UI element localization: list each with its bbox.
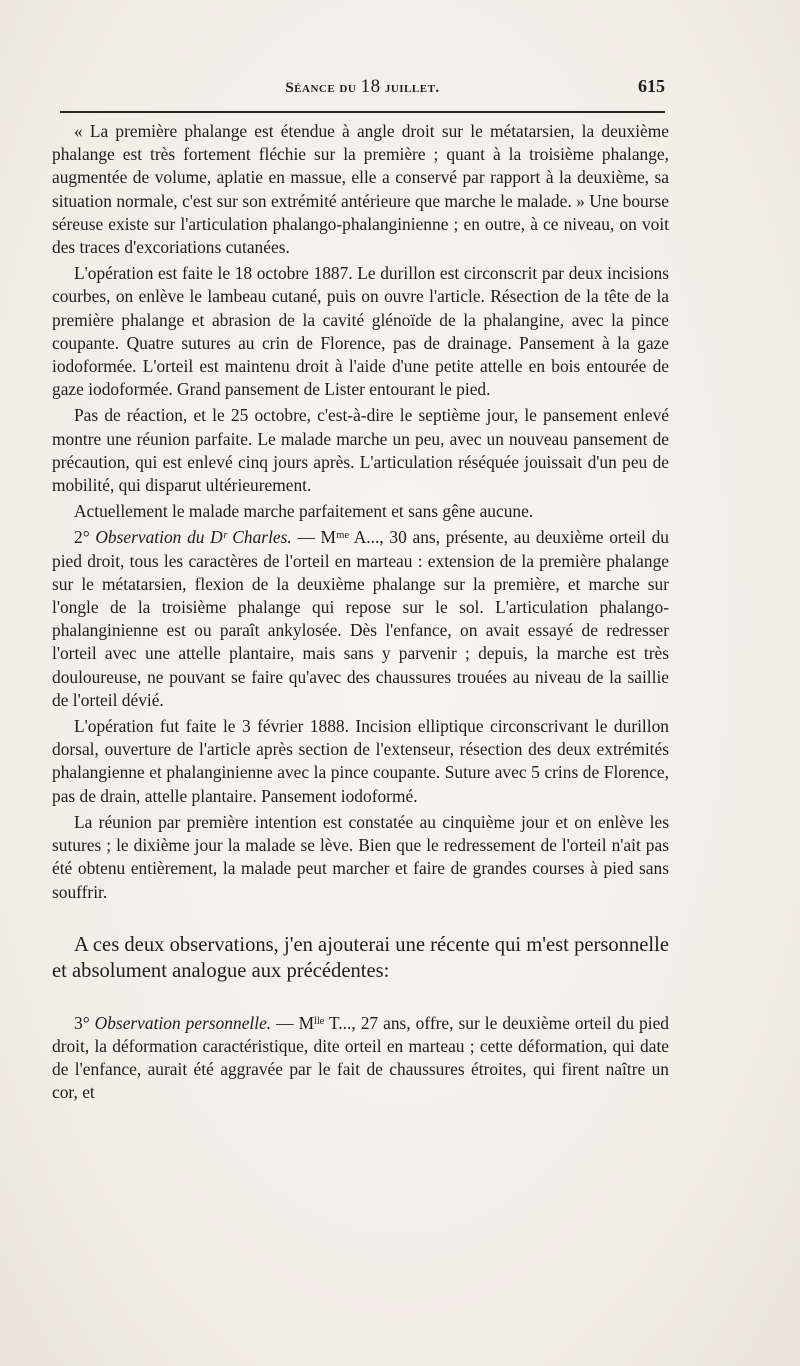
- paragraph-text: L'opération est faite le 18 octobre 1887. Le durillon est circonscrit par deux incisions courbes, on enlève le lambeau cutané, puis on ouvre l'article. Résection de la tête de la première phalange et abrasion de la cavité glénoïde de la phalangine, avec la pince coupante. Quatre sutures au crin de Florence, pas de drainage. Pansement à la gaze iodoformée. L'orteil est maintenu droit à l'aide d'une petite attelle en bois entourée de gaze iodoformée. Grand pansement de Lister entourant le pied.: [52, 263, 669, 400]
- paragraph-5-observation-2: [52, 526, 669, 712]
- observation-title: Observation personnelle.: [94, 1012, 272, 1033]
- paragraph-3: [52, 404, 669, 497]
- observation-number: 3°: [74, 1012, 95, 1033]
- header-rule: [60, 111, 665, 113]
- observation-number: 2°: [74, 527, 96, 548]
- title-prefix: Séance du: [285, 80, 361, 96]
- running-title: [60, 76, 665, 98]
- paragraph-2: [52, 262, 669, 401]
- paragraph-6: [52, 715, 669, 808]
- paragraph-text: Actuellement le malade marche parfaitement et sans gêne aucune.: [74, 501, 534, 522]
- observation-title: Observation du Dʳ Charles.: [95, 527, 292, 548]
- title-date-number: 18: [360, 76, 381, 97]
- paragraph-1: [52, 120, 669, 259]
- paragraph-text: A ces deux observations, j'en ajouterai une récente qui m'est personnelle et absolument analogue aux précédentes:: [52, 933, 669, 982]
- paragraph-8-large: [52, 932, 669, 984]
- page-number: 615: [638, 76, 665, 96]
- title-suffix: juillet.: [380, 80, 440, 96]
- paragraph-7: [52, 811, 669, 904]
- paragraph-text: — Mᵐᵉ A..., 30 ans, présente, au deuxième orteil du pied droit, tous les caractères de l'orteil en marteau : extension de la première phalange sur le métatarsien, flexion de la deuxième phalange sur la première, et marche sur l'ongle de la troisième phalange qui repose sur le sol. L'articulation phalango-phalanginienne est ou paraît ankylosée. Dès l'enfance, on avait essayé de redresser l'orteil avec une attelle plantaire, mais sans y parvenir ; depuis, la marche est très douloureuse, ne pouvant se faire qu'avec des chaussures trouées au niveau de la saillie de l'orteil dévié.: [52, 527, 669, 710]
- paragraph-text: — Mˡˡᵉ T..., 27 ans, offre, sur le deuxième orteil du pied droit, la déformation caractéristique, dite orteil en marteau ; cette déformation, qui date de l'enfance, aurait été aggravée par le fait de chaussures étroites, qui firent naître un cor, et: [52, 1012, 669, 1103]
- paragraph-text: « La première phalange est étendue à angle droit sur le métatarsien, la deuxième phalange est très fortement fléchie sur la première ; quant à la troisième phalange, augmentée de volume, aplatie en massue, elle a conservé par rapport à la deuxième, sa situation normale, c'est sur son extrémité antérieure que marche le malade. » Une bourse séreuse existe sur l'articulation phalango-phalanginienne ; en outre, à ce niveau, on voit des traces d'excoriations cutanées.: [52, 121, 669, 258]
- paragraph-text: L'opération fut faite le 3 février 1888. Incision elliptique circonscrivant le durillon dorsal, ouverture de l'article après section de l'extenseur, résection des deux extrémités phalangienne et phalanginienne avec la pince coupante. Suture avec 5 crins de Florence, pas de drain, attelle plantaire. Pansement iodoformé.: [52, 716, 669, 806]
- body-text: [52, 120, 669, 1108]
- running-head: [60, 76, 665, 100]
- paragraph-4: [52, 500, 669, 523]
- paragraph-text: La réunion par première intention est constatée au cinquième jour et on enlève les sutures ; le dixième jour la malade se lève. Bien que le redressement de l'orteil n'ait pas été obtenu entièrement, la malade peut marcher et faire de grandes courses à pied sans souffrir.: [52, 811, 669, 902]
- paragraph-text: Pas de réaction, et le 25 octobre, c'est-à-dire le septième jour, le pansement enlevé montre une réunion parfaite. Le malade marche un peu, avec un nouveau pansement de précaution, qui est enlevé cinq jours après. L'articulation réséquée jouissait d'un peu de mobilité, qui disparut ultérieurement.: [52, 405, 669, 496]
- paragraph-9-observation-3: [52, 1012, 669, 1105]
